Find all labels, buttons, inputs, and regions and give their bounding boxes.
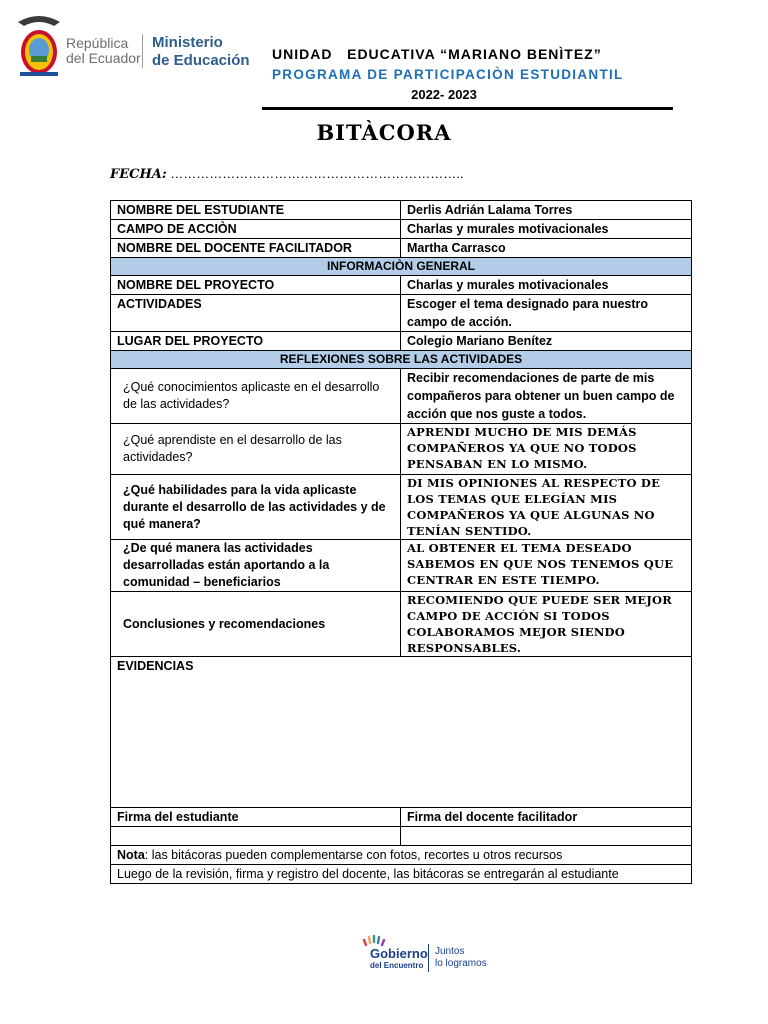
section-header-row <box>111 258 692 276</box>
table-row <box>111 276 692 295</box>
reflection-question: ¿Qué habilidades para la vida aplicaste durante el desarrollo de las actividades y de qué manera? <box>111 475 401 540</box>
table-row <box>111 540 692 592</box>
student-signature-label: Firma del estudiante <box>111 808 401 827</box>
reflection-question: ¿Qué conocimientos aplicaste en el desarrollo de las actividades? <box>111 369 401 424</box>
logo-divider <box>142 34 143 68</box>
table-row <box>111 592 692 657</box>
table-row <box>111 475 692 540</box>
note-label: Nota <box>117 848 145 862</box>
footer-note-row <box>111 865 692 884</box>
reflection-answer: DI MIS OPINIONES AL RESPECTO DE LOS TEMAS QUE ELEGÍAN MIS COMPAÑEROS YA QUE ALGUNAS NO TENÍAN SENTIDO. <box>401 475 692 540</box>
section-header-row <box>111 351 692 369</box>
date-value: ………………………………………………………….. <box>166 166 464 181</box>
reflection-answer: Recibir recomendaciones de parte de mis compañeros para obtener un buen campo de acción que nos guste a todos. <box>401 369 692 424</box>
signature-blank-row <box>111 827 692 846</box>
note-text <box>111 846 692 865</box>
evidence-row <box>111 657 692 808</box>
footer-note: Luego de la revisión, firma y registro del docente, las bitácoras se entregarán al estudiante <box>111 865 692 884</box>
header-rule <box>262 107 673 110</box>
gobierno-wordmark: Gobierno <box>370 946 428 961</box>
logo-text-line: Ministerio <box>152 34 223 51</box>
field-value: Derlis Adrián Lalama Torres <box>401 201 692 220</box>
logo-text-line: del Ecuador <box>66 50 141 66</box>
tagline-line: lo logramos <box>435 958 487 969</box>
teacher-signature-field <box>401 827 692 846</box>
ecuador-coat-of-arms-icon <box>14 12 64 82</box>
field-label: NOMBRE DEL ESTUDIANTE <box>111 201 401 220</box>
date-line <box>110 166 464 182</box>
reflection-answer: AL OBTENER EL TEMA DESEADO SABEMOS EN QUE NOS TENEMOS QUE CENTRAR EN ESTE TIEMPO. <box>401 540 692 592</box>
school-year: 2022- 2023 <box>411 87 477 102</box>
reflection-question: ¿Qué aprendiste en el desarrollo de las actividades? <box>111 424 401 475</box>
table-row <box>111 295 692 332</box>
tagline-line: Juntos <box>435 946 465 957</box>
logo-text-line: de Educación <box>152 52 250 69</box>
gobierno-subtitle: del Encuentro <box>370 961 424 970</box>
school-name: UNIDAD EDUCATIVA “MARIANO BENÌTEZ” <box>272 46 602 62</box>
field-value: Charlas y murales motivacionales <box>401 220 692 239</box>
logbook-table <box>110 200 692 884</box>
table-row <box>111 369 692 424</box>
reflection-question: Conclusiones y recomendaciones <box>111 592 401 657</box>
field-label: LUGAR DEL PROYECTO <box>111 332 401 351</box>
reflection-question: ¿De qué manera las actividades desarrolladas están aportando a la comunidad – beneficiarios <box>111 540 401 592</box>
field-label: CAMPO DE ACCIÒN <box>111 220 401 239</box>
program-name: PROGRAMA DE PARTICIPACIÒN ESTUDIANTIL <box>272 67 624 82</box>
section-header: INFORMACIÒN GENERAL <box>111 258 692 276</box>
gobierno-tagline <box>435 946 487 970</box>
logo-text-line: República <box>66 35 129 51</box>
field-value: Charlas y murales motivacionales <box>401 276 692 295</box>
page-title: BITÀCORA <box>316 120 452 145</box>
field-label: NOMBRE DEL DOCENTE FACILITADOR <box>111 239 401 258</box>
table-row <box>111 424 692 475</box>
republica-ecuador-logo <box>66 36 141 66</box>
signature-row <box>111 808 692 827</box>
student-signature-field <box>111 827 401 846</box>
note-body: : las bitácoras pueden complementarse con fotos, recortes u otros recursos <box>144 848 563 862</box>
field-value: Martha Carrasco <box>401 239 692 258</box>
date-label: FECHA: <box>110 167 167 182</box>
field-value: Escoger el tema designado para nuestro campo de acción. <box>401 295 692 332</box>
logo-divider <box>428 944 429 972</box>
section-header: REFLEXIONES SOBRE LAS ACTIVIDADES <box>111 351 692 369</box>
evidence-area: EVIDENCIAS <box>111 657 692 808</box>
table-row <box>111 220 692 239</box>
field-label: ACTIVIDADES <box>111 295 401 332</box>
field-value: Colegio Mariano Benítez <box>401 332 692 351</box>
table-row <box>111 239 692 258</box>
teacher-signature-label: Firma del docente facilitador <box>401 808 692 827</box>
reflection-answer: RECOMIENDO QUE PUEDE SER MEJOR CAMPO DE ACCIÓN SI TODOS COLABORAMOS MEJOR SIENDO RESPONSABLES. <box>401 592 692 657</box>
table-row <box>111 201 692 220</box>
note-row <box>111 846 692 865</box>
reflection-answer: APRENDI MUCHO DE MIS DEMÁS COMPAÑEROS YA QUE NO TODOS PENSABAN EN LO MISMO. <box>401 424 692 475</box>
field-label: NOMBRE DEL PROYECTO <box>111 276 401 295</box>
table-row <box>111 332 692 351</box>
ministerio-educacion-logo <box>152 34 250 70</box>
